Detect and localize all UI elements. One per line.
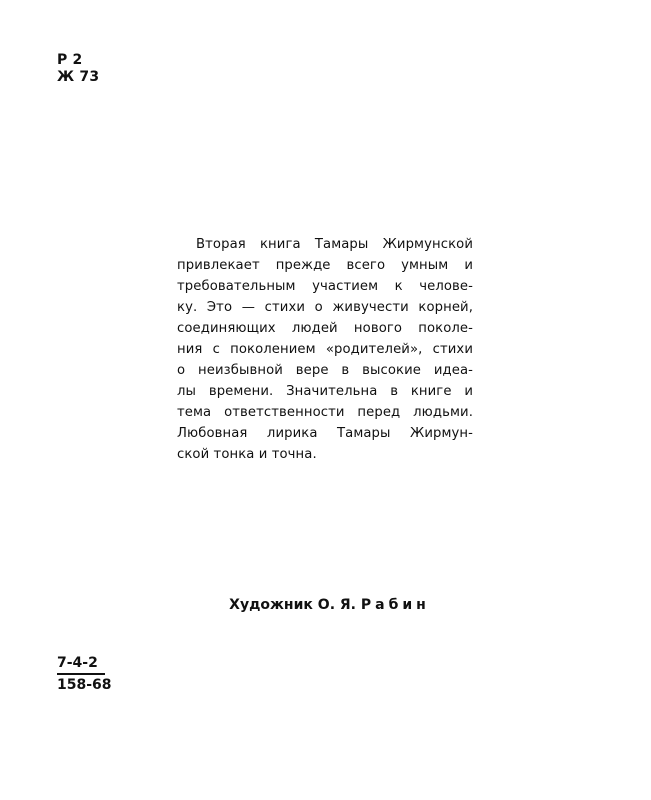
book-annotation [177, 234, 473, 465]
annotation-line: соединяющих людей нового поколе- [177, 321, 473, 336]
fraction-rule [57, 673, 105, 675]
annotation-line: ской тонка и точна. [177, 447, 317, 462]
annotation-line: Любовная лирика Тамары Жирмун- [177, 426, 473, 441]
artist-surname: Рабин [360, 597, 430, 613]
annotation-line: о неизбывной вере в высокие идеа- [177, 363, 473, 378]
annotation-line: тема ответственности перед людьми. [177, 405, 473, 420]
author-mark: Ж 73 [57, 69, 100, 85]
annotation-line: Вторая книга Тамары Жирмунской [196, 237, 473, 252]
artist-credit [0, 596, 651, 614]
annotation-line: привлекает прежде всего умным и [177, 258, 473, 273]
classification-index: Р 2 [57, 52, 83, 68]
publication-code-denominator: 158-68 [57, 676, 112, 693]
artist-credit-prefix: Художник О. Я. [229, 597, 356, 613]
library-classification [57, 52, 99, 86]
publication-code [57, 655, 112, 694]
annotation-line: требовательным участием к челове- [177, 279, 473, 294]
annotation-line: ния с поколением «родителей», стихи [177, 342, 473, 357]
publication-code-numerator: 7-4-2 [57, 655, 98, 671]
annotation-line: ку. Это — стихи о живучести корней, [177, 300, 473, 315]
annotation-line: лы времени. Значительна в книге и [177, 384, 473, 399]
